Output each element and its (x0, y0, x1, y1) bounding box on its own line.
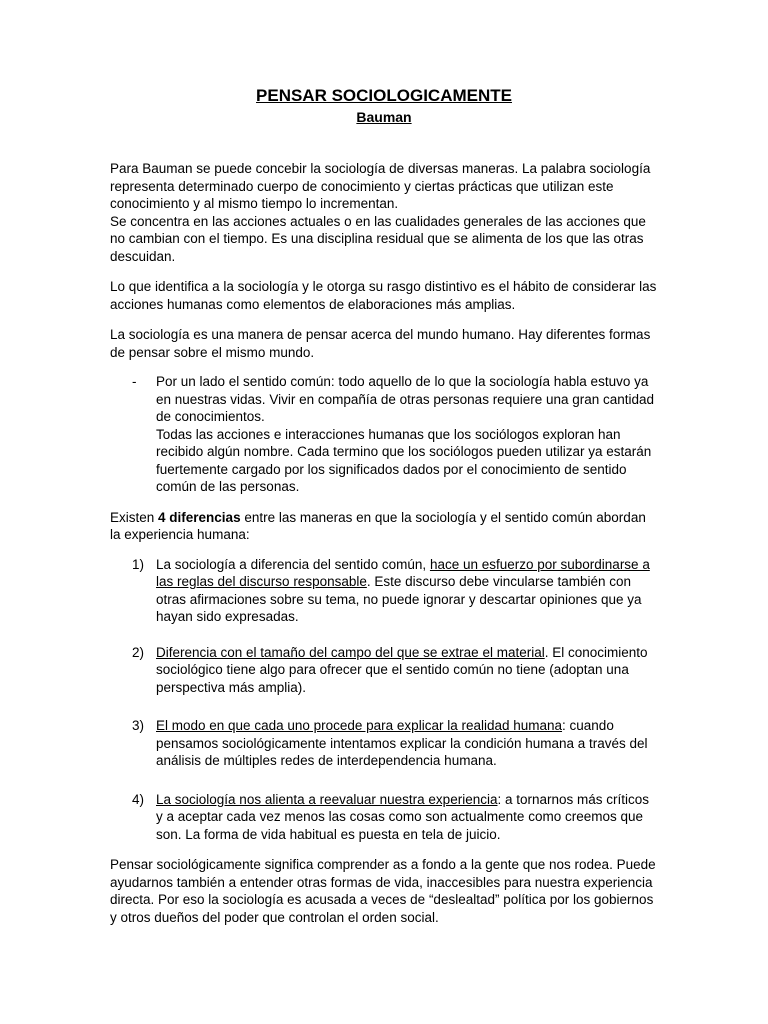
difference-text (156, 556, 658, 626)
difference-text-post: : cuando pensamos sociológicamente intentamos explicar la condición humana a través del análisis de múltiples redes de interdependencia humana. (156, 718, 648, 768)
document-author: Bauman (356, 109, 412, 125)
difference-text-post: . El conocimiento sociológico tiene algo para ofrecer que el sentido común no tiene (adoptan una perspectiva más amplia). (156, 644, 648, 695)
difference-text-post: . Este discurso debe vincularse también con otras afirmaciones sobre su tema, no puede ignorar y descartar opiniones que ya hayan sido expresadas. (156, 574, 642, 624)
difference-text-post: : a tornarnos más críticos y a aceptar cada vez menos las cosas como son actualmente como creemos que son. La forma de vida habitual es puesta en tela de juicio. (156, 791, 650, 842)
common-sense-text-a: Por un lado el sentido común: todo aquello de lo que la sociología habla estuvo ya en nuestras vidas. Vivir en compañía de otras personas requiere una gran cantidad de conocimientos. (156, 374, 655, 424)
differences-intro-post: entre las maneras en que la sociología y el sentido común abordan la experiencia humana: (110, 509, 646, 542)
list-number: 4) (132, 791, 145, 807)
difference-text (156, 717, 658, 770)
difference-item-3 (110, 717, 658, 770)
list-number: 1) (132, 556, 145, 572)
difference-item-2 (110, 644, 658, 697)
difference-text-pre: La sociología a diferencia del sentido común, (156, 556, 430, 572)
common-sense-text-b: Todas las acciones e interacciones humanas que los sociólogos exploran han recibido algún nombre. Cada termino que los sociólogos pueden utilizar ya estarán fuertemente cargado por los significados dados por el conocimiento de sentido común de las personas. (156, 426, 652, 494)
document-title: PENSAR SOCIOLOGICAMENTE (256, 86, 512, 105)
differences-intro (110, 509, 658, 544)
list-number: 3) (132, 718, 145, 733)
difference-text (156, 644, 658, 697)
difference-item-1 (110, 556, 658, 626)
closing-paragraph: Pensar sociológicamente significa comprender as a fondo a la gente que nos rodea. Puede ayudarnos también a entender otras formas de vida, inaccesibles para nuestra experiencia directa. Por eso la sociología es acusada a veces de “deslealtad” política por los gobiernos y otros dueños del poder que controlan el orden social. (110, 857, 656, 925)
differences-count: 4 diferencias (158, 509, 241, 525)
difference-key-phrase: El modo en que cada uno procede para explicar la realidad humana (156, 718, 563, 733)
ways-of-thinking-paragraph: La sociología es una manera de pensar acerca del mundo humano. Hay diferentes formas de pensar sobre el mismo mundo. (110, 327, 651, 360)
intro-paragraph-b: Se concentra en las acciones actuales o en las cualidades generales de las acciones que no cambian con el tiempo. Es una disciplina residual que se alimenta de los que las otras descuidan. (110, 213, 646, 264)
difference-key-phrase: La sociología nos alienta a reevaluar nuestra experiencia (156, 791, 498, 807)
dash-bullet: - (132, 374, 137, 389)
document-page (110, 86, 658, 926)
difference-item-4 (110, 791, 658, 844)
intro-paragraph-a: Para Bauman se puede concebir la sociología de diversas maneras. La palabra sociología representa determinado cuerpo de conocimiento y ciertas prácticas que utilizan este conocimiento y al mismo tiempo lo incrementan. (110, 161, 651, 211)
difference-text (156, 791, 658, 844)
common-sense-list-item (110, 373, 658, 496)
differences-intro-pre: Existen (110, 509, 159, 525)
difference-key-phrase: Diferencia con el tamaño del campo del que se extrae el material (156, 644, 545, 660)
list-number: 2) (132, 644, 145, 660)
difference-key-phrase: hace un esfuerzo por subordinarse a las reglas del discurso responsable (156, 556, 650, 589)
distinctive-trait-paragraph: Lo que identifica a la sociología y le otorga su rasgo distintivo es el hábito de considerar las acciones humanas como elementos de elaboraciones más amplias. (110, 279, 657, 312)
